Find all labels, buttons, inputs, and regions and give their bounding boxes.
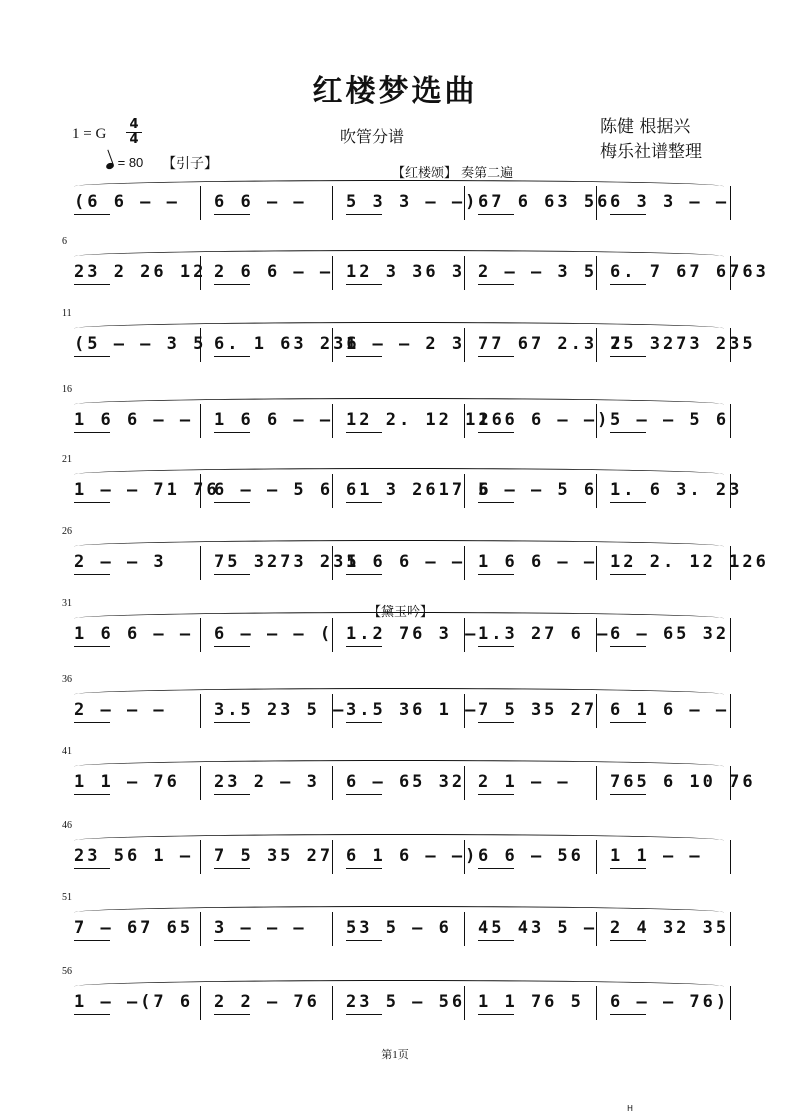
beat-underline xyxy=(214,356,250,357)
beat-underline xyxy=(346,214,382,215)
measure: 67 6 63 56 xyxy=(478,192,611,212)
beat-underline xyxy=(346,284,382,285)
measure: 1 1 76 5 xyxy=(478,992,584,1012)
score-system xyxy=(0,688,790,728)
measure: 6 6 — 56 xyxy=(478,846,584,866)
barline xyxy=(730,912,731,946)
beat-underline xyxy=(214,214,250,215)
time-signature xyxy=(126,118,142,147)
barline xyxy=(596,986,597,1020)
measure: 2 — — 3 xyxy=(74,552,167,572)
measure: 6 1 6 — — xyxy=(610,700,730,720)
measure: 765 6 10 76 xyxy=(610,772,756,792)
barline xyxy=(200,766,201,800)
measure: 1 6 6 — — xyxy=(214,410,334,430)
beat-underline xyxy=(346,646,382,647)
beat-underline xyxy=(346,1014,382,1015)
measure: 2 1 — — xyxy=(478,772,571,792)
beat-underline xyxy=(478,722,514,723)
measure: 23 2 26 12 xyxy=(74,262,207,282)
beat-underline xyxy=(346,722,382,723)
beat-underline xyxy=(214,284,250,285)
beat-underline xyxy=(214,502,250,503)
barline xyxy=(332,186,333,220)
beat-underline xyxy=(610,722,646,723)
measure: 1 1 — — xyxy=(610,846,703,866)
measure-number: 36 xyxy=(62,674,72,685)
barline xyxy=(464,912,465,946)
beat-underline xyxy=(478,868,514,869)
measure: 1 6 6 — —) xyxy=(478,410,611,430)
beat-underline xyxy=(478,284,514,285)
measure: 5 — — 5 6 xyxy=(610,410,730,430)
barline xyxy=(596,766,597,800)
measure: 6. 7 67 6763 xyxy=(610,262,769,282)
measure: 5 3 3 — —) xyxy=(346,192,479,212)
barline xyxy=(730,840,731,874)
measure: 6. 1 63 236 xyxy=(214,334,360,354)
measure: 2 6 6 — — xyxy=(214,262,334,282)
beat-underline xyxy=(214,646,250,647)
beat-underline xyxy=(214,940,250,941)
measure: (6 6 — — xyxy=(74,192,180,212)
measure-number: 16 xyxy=(62,384,72,395)
measure-number: 31 xyxy=(62,598,72,609)
measure: 1 6 6 — — xyxy=(74,410,194,430)
barline xyxy=(200,840,201,874)
measure: 23 2 — 3 xyxy=(214,772,320,792)
beat-underline xyxy=(74,940,110,941)
intro-section-label: 【引子】 xyxy=(162,156,218,172)
measure: 1.2 76 3 — xyxy=(346,624,479,644)
barline xyxy=(730,618,731,652)
measure: 6 — 65 32 xyxy=(346,772,466,792)
beat-underline xyxy=(214,722,250,723)
measure: 7 — 67 65 xyxy=(74,918,194,938)
measure: 6 — — — ( xyxy=(214,624,334,644)
measure: 12 2. 12 126 xyxy=(346,410,505,430)
measure: 23 5 — 56 xyxy=(346,992,466,1012)
measure-number: 6 xyxy=(62,236,67,247)
beat-underline xyxy=(74,646,110,647)
measure: 1.3 27 6 — xyxy=(478,624,611,644)
barline xyxy=(332,766,333,800)
score-system xyxy=(0,398,790,438)
measure-number: 46 xyxy=(62,820,72,831)
beat-underline xyxy=(74,502,110,503)
measure: 12 3 36 3 xyxy=(346,262,466,282)
measure-number: 41 xyxy=(62,746,72,757)
measure: 7 5 35 27 xyxy=(478,700,598,720)
tempo-value: = 80 xyxy=(117,155,144,170)
score-system xyxy=(0,322,790,362)
score-system xyxy=(0,250,790,290)
beat-underline xyxy=(478,794,514,795)
beat-underline xyxy=(214,1014,250,1015)
beat-underline xyxy=(74,214,110,215)
beat-underline xyxy=(610,214,646,215)
measure: 75 3273 235 xyxy=(214,552,360,572)
beat-underline xyxy=(610,502,646,503)
score-system xyxy=(0,180,790,220)
beat-underline xyxy=(610,646,646,647)
beat-underline xyxy=(478,940,514,941)
time-signature-top: 4 xyxy=(126,118,142,133)
credit-line-2: 梅乐社谱整理 xyxy=(600,142,702,162)
barline xyxy=(730,404,731,438)
barline xyxy=(730,694,731,728)
score-title: 红楼梦选曲 xyxy=(312,74,478,109)
measure-number: 56 xyxy=(62,966,72,977)
measure: 1 — —(7 6 xyxy=(74,992,194,1012)
section-label-honglousong: 【红楼颂】 奏第二遍 xyxy=(392,166,514,181)
beat-underline xyxy=(74,574,110,575)
barline xyxy=(730,186,731,220)
beat-underline xyxy=(74,432,110,433)
beat-underline xyxy=(610,356,646,357)
measure: 53 5 — 6 xyxy=(346,918,452,938)
measure: 2 — — 3 5 xyxy=(478,262,598,282)
beat-underline xyxy=(74,1014,110,1015)
beat-underline xyxy=(610,940,646,941)
barline xyxy=(200,404,201,438)
measure-number: 51 xyxy=(62,892,72,903)
measure: 6 6 — — xyxy=(214,192,307,212)
barline xyxy=(200,186,201,220)
measure: 2 — — — xyxy=(74,700,167,720)
measure: 3.5 36 1 — xyxy=(346,700,479,720)
beat-underline xyxy=(214,794,250,795)
barline xyxy=(200,618,201,652)
measure: 23 56 1 — xyxy=(74,846,194,866)
beat-underline xyxy=(478,356,514,357)
measure: 3.5 23 5 — xyxy=(214,700,347,720)
measure: 1 6 6 — — xyxy=(74,624,194,644)
measure: 1 6 6 — — xyxy=(478,552,598,572)
measure: 6 — 65 32 xyxy=(610,624,730,644)
barline xyxy=(730,986,731,1020)
measure: 3 — — — xyxy=(214,918,307,938)
beat-underline xyxy=(346,356,382,357)
page-number: 第1页 xyxy=(381,1049,409,1061)
beat-underline xyxy=(214,432,250,433)
beat-underline xyxy=(610,794,646,795)
beat-underline xyxy=(610,432,646,433)
measure: 61 3 2617 6 xyxy=(346,480,492,500)
measure: 45 43 5 — xyxy=(478,918,598,938)
measure: 2 2 — 76 xyxy=(214,992,320,1012)
beat-underline xyxy=(214,868,250,869)
beat-underline xyxy=(478,502,514,503)
tempo-marking xyxy=(106,155,143,170)
beat-underline xyxy=(346,940,382,941)
beat-underline xyxy=(346,868,382,869)
measure: 1 1 — 76 xyxy=(74,772,180,792)
barline xyxy=(596,840,597,874)
beat-underline xyxy=(610,1014,646,1015)
measure: 6 — — 76) xyxy=(610,992,730,1012)
beat-underline xyxy=(346,502,382,503)
beat-underline xyxy=(610,284,646,285)
measure: 77 67 2.3 2 xyxy=(478,334,624,354)
measure: 12 2. 12 126 xyxy=(610,552,769,572)
measure: 1 — — 71 76 xyxy=(74,480,220,500)
beat-underline xyxy=(74,356,110,357)
barline xyxy=(200,986,201,1020)
beat-underline xyxy=(610,868,646,869)
score-system xyxy=(0,612,790,652)
beat-underline xyxy=(478,1014,514,1015)
beat-underline xyxy=(74,722,110,723)
measure: 1 — — 2 3 xyxy=(346,334,466,354)
key-signature: 1 = G xyxy=(72,126,107,142)
beat-underline xyxy=(478,574,514,575)
measure-number: 26 xyxy=(62,526,72,537)
beat-underline xyxy=(74,794,110,795)
score-subtitle: 吹管分谱 xyxy=(340,127,405,146)
measure: 1 6 6 — — xyxy=(346,552,466,572)
score-system xyxy=(0,760,790,800)
beat-underline xyxy=(74,868,110,869)
measure: (5 — — 3 5 xyxy=(74,334,207,354)
section-label-daiyuyin: 【黛玉吟】 xyxy=(368,605,434,620)
score-system xyxy=(0,834,790,874)
measure: 6 3 3 — — xyxy=(610,192,730,212)
score-system xyxy=(0,906,790,946)
measure: 6 — — 5 6 xyxy=(214,480,334,500)
quarter-note-icon xyxy=(105,162,115,170)
score-system xyxy=(0,540,790,580)
beat-underline xyxy=(478,432,514,433)
beat-underline xyxy=(346,574,382,575)
barline xyxy=(200,912,201,946)
score-system xyxy=(0,980,790,1020)
barline xyxy=(200,694,201,728)
barline xyxy=(200,546,201,580)
time-signature-bottom: 4 xyxy=(129,132,139,147)
beat-underline xyxy=(346,794,382,795)
barline xyxy=(332,986,333,1020)
measure: 1. 6 3. 23 xyxy=(610,480,743,500)
beat-underline xyxy=(610,574,646,575)
measure: 7 5 35 27 xyxy=(214,846,334,866)
beat-underline xyxy=(74,284,110,285)
score-system xyxy=(0,468,790,508)
measure: 75 3273 235 xyxy=(610,334,756,354)
corner-mark: H xyxy=(627,1104,634,1113)
measure: 5 — — 5 6 xyxy=(478,480,598,500)
measure-number: 21 xyxy=(62,454,72,465)
beat-underline xyxy=(214,574,250,575)
beat-underline xyxy=(346,432,382,433)
credit-line-1: 陈健 根据兴 xyxy=(600,117,691,137)
measure: 2 4 32 35 xyxy=(610,918,730,938)
barline xyxy=(332,912,333,946)
measure-number: 11 xyxy=(62,308,72,319)
beat-underline xyxy=(478,646,514,647)
measure: 6 1 6 — —) xyxy=(346,846,479,866)
beat-underline xyxy=(478,214,514,215)
